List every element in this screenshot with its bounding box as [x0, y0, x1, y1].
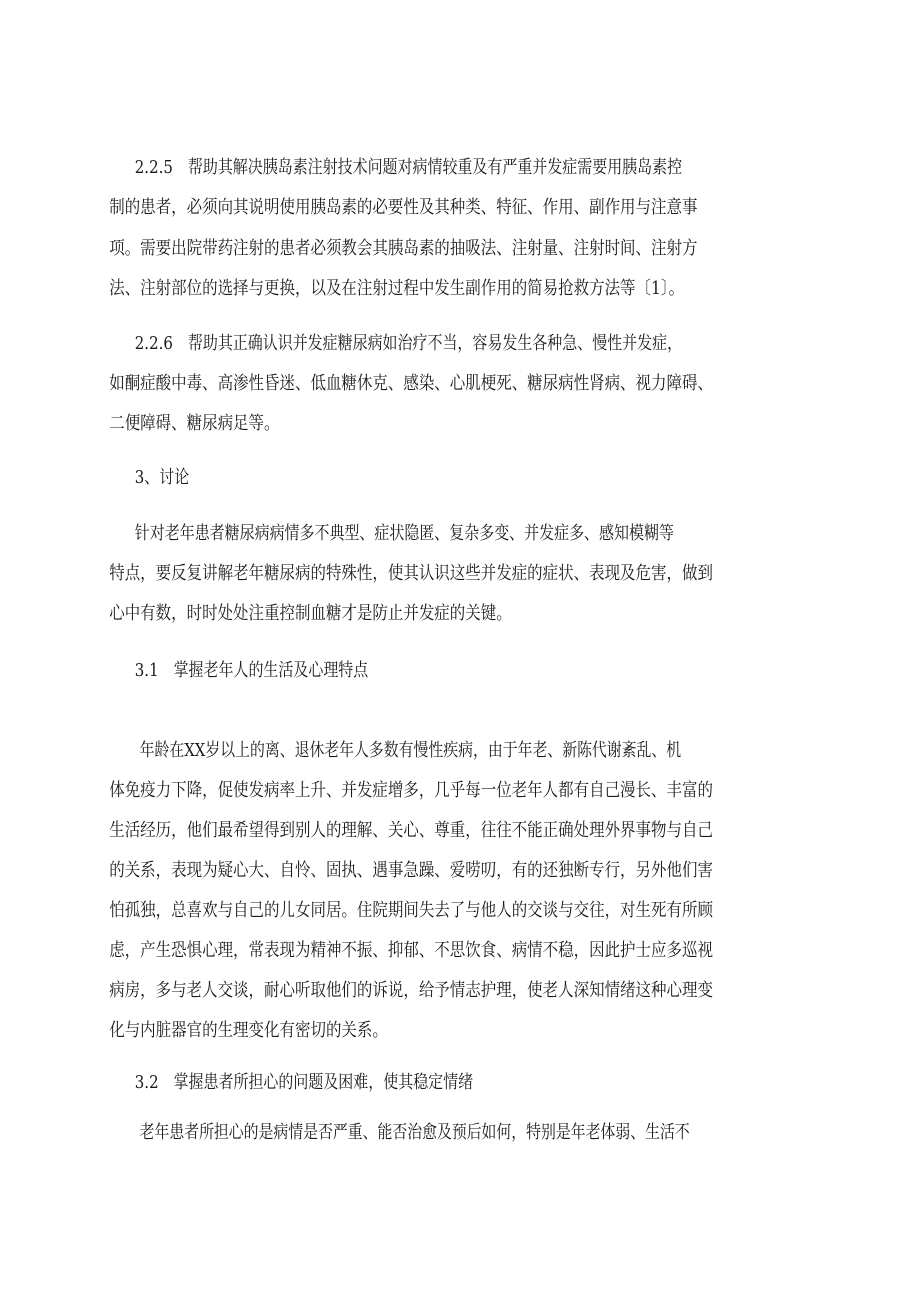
paragraph-3-line-3: 心中有数，时时处处注重控制血糖才是防止并发症的关键。	[109, 603, 512, 624]
paragraph-3-1-line-7: 病房，多与老人交谈，耐心听取他们的诉说，给予情志护理，使老人深知情绪这种心理变	[109, 980, 713, 1001]
paragraph-3-2-line-1: 老年患者所担心的是病情是否严重、能否治愈及预后如何，特别是年老体弱、生活不	[139, 1122, 690, 1143]
paragraph-3-1-line-1: 年龄在XX岁以上的离、退休老年人多数有慢性疾病，由于年老、新陈代谢紊乱、机	[139, 740, 682, 761]
paragraph-2-2-5-line-3: 项。需要出院带药注射的患者必须教会其胰岛素的抽吸法、注射量、注射时间、注射方	[109, 238, 698, 259]
paragraph-3-1-line-5: 怕孤独，总喜欢与自己的儿女同居。住院期间失去了与他人的交谈与交往，对生死有所顾	[109, 900, 713, 921]
section-3-heading: 3、讨论	[134, 467, 190, 488]
paragraph-3-line-2: 特点，要反复讲解老年糖尿病的特殊性，使其认识这些并发症的症状、表现及危害，做到	[109, 563, 713, 584]
paragraph-2-2-5-line-1: 2.2.5 帮助其解决胰岛素注射技术问题对病情较重及有严重并发症需要用胰岛素控	[134, 157, 683, 178]
paragraph-3-1-line-4: 的关系，表现为疑心大、自怜、固执、遇事急躁、爱唠叨，有的还独断专行，另外他们害	[109, 860, 713, 881]
paragraph-2-2-5-line-4: 法、注射部位的选择与更换，以及在注射过程中发生副作用的简易抢救方法等〔1〕。	[109, 278, 685, 299]
paragraph-2-2-6-line-3: 二便障碍、糖尿病足等。	[109, 413, 280, 434]
paragraph-2-2-5-line-2: 制的患者，必须向其说明使用胰岛素的必要性及其种类、特征、作用、副作用与注意事	[109, 197, 698, 218]
paragraph-3-1-line-6: 虑，产生恐惧心理，常表现为精神不振、抑郁、不思饮食、病情不稳，因此护士应多巡视	[109, 940, 713, 961]
section-3-1-heading: 3.1 掌握老年人的生活及心理特点	[134, 660, 369, 681]
paragraph-3-1-line-2: 体免疫力下降，促使发病率上升、并发症增多，几乎每一位老年人都有自己漫长、丰富的	[109, 780, 713, 801]
paragraph-3-1-line-8: 化与内脏器官的生理变化有密切的关系。	[109, 1020, 388, 1041]
paragraph-3-line-1: 针对老年患者糖尿病病情多不典型、症状隐匿、复杂多变、并发症多、感知模糊等	[134, 523, 674, 544]
section-3-2-heading: 3.2 掌握患者所担心的问题及困难，使其稳定情绪	[134, 1072, 474, 1093]
paragraph-2-2-6-line-2: 如酮症酸中毒、高渗性昏迷、低血糖休克、感染、心肌梗死、糖尿病性肾病、视力障碍、	[109, 373, 713, 394]
paragraph-3-1-line-3: 生活经历，他们最希望得到别人的理解、关心、尊重，往往不能正确处理外界事物与自己	[109, 820, 713, 841]
paragraph-2-2-6-line-1: 2.2.6 帮助其正确认识并发症糖尿病如治疗不当，容易发生各种急、慢性并发症，	[134, 333, 683, 354]
